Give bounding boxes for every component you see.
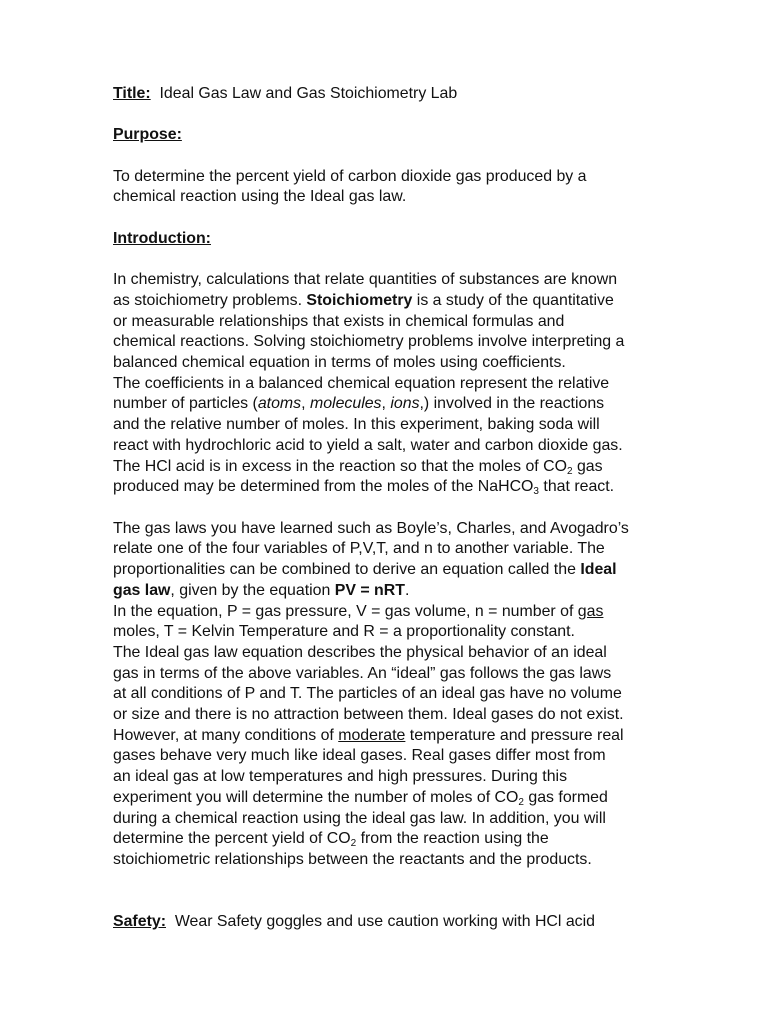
text-line: balanced chemical equation in terms of moles using coefficients.: [113, 354, 566, 372]
text-line: experiment you will determine the number of moles of $CO_2$ gas formed: [113, 788, 608, 808]
text-line: gas law, given by the equation PV = nRT.: [113, 581, 410, 599]
text-line: gases behave very much like ideal gases. Real gases differ most from: [113, 747, 606, 765]
purpose-heading: Purpose:: [113, 126, 182, 144]
text-line: The HCl acid is in excess in the reaction so that the moles of $CO_2$ gas: [113, 457, 603, 477]
text-line: However, at many conditions of moderate temperature and pressure real: [113, 726, 624, 744]
text-line: moles, T = Kelvin Temperature and R = a proportionality constant.: [113, 623, 575, 641]
text-line: gas in terms of the above variables. An “ideal” gas follows the gas laws: [113, 664, 612, 682]
text-line: produced may be determined from the moles of the NaHCO$_3$ that react.: [113, 478, 615, 498]
text-line: In the equation, P = gas pressure, V = gas volume, n = number of gas: [113, 602, 604, 620]
text-line: The Ideal gas law equation describes the physical behavior of an ideal: [113, 643, 607, 661]
ideal-gas-equation: PV = nRT: [334, 581, 405, 599]
safety-label: Safety:: [113, 913, 166, 931]
introduction-paragraph-2: [113, 519, 713, 871]
text-line: The gas laws you have learned such as Boyle’s, Charles, and Avogadro’s: [113, 519, 629, 537]
text-line: during a chemical reaction using the ideal gas law. In addition, you will: [113, 809, 606, 827]
safety-line: [113, 912, 713, 933]
lab-document: [113, 84, 713, 933]
text-line: at all conditions of P and T. The particles of an ideal gas have no volume: [113, 685, 622, 703]
purpose-line: To determine the percent yield of carbon dioxide gas produced by a: [113, 167, 587, 185]
text-line: or measurable relationships that exists in chemical formulas and: [113, 312, 565, 330]
text-line: In chemistry, calculations that relate quantities of substances are known: [113, 271, 618, 289]
text-line: proportionalities can be combined to derive an equation called the Ideal: [113, 561, 617, 579]
text-line: and the relative number of moles. In this experiment, baking soda will: [113, 416, 600, 434]
purpose-line: chemical reaction using the Ideal gas law.: [113, 188, 407, 206]
introduction-paragraph-1: [113, 270, 713, 498]
text-line: number of particles (atoms, molecules, ions,) involved in the reactions: [113, 395, 605, 413]
text-line: relate one of the four variables of P,V,T, and n to another variable. The: [113, 540, 605, 558]
text-line: stoichiometric relationships between the reactants and the products.: [113, 850, 592, 868]
purpose-paragraph: [113, 167, 713, 208]
text-line: an ideal gas at low temperatures and high pressures. During this: [113, 768, 568, 786]
text-line: react with hydrochloric acid to yield a salt, water and carbon dioxide gas.: [113, 436, 623, 454]
text-line: chemical reactions. Solving stoichiometry problems involve interpreting a: [113, 333, 625, 351]
text-line: or size and there is no attraction between them. Ideal gases do not exist.: [113, 706, 624, 724]
text-line: The coefficients in a balanced chemical equation represent the relative: [113, 374, 610, 392]
text-line: determine the percent yield of $CO_2$ from the reaction using the: [113, 830, 549, 850]
introduction-heading: Introduction:: [113, 229, 211, 247]
stoichiometry-term: Stoichiometry: [306, 291, 413, 309]
title-line: [113, 84, 713, 105]
text-line: as stoichiometry problems. Stoichiometry is a study of the quantitative: [113, 291, 614, 309]
title-label: Title:: [113, 85, 151, 102]
title-text: Ideal Gas Law and Gas Stoichiometry Lab: [159, 85, 458, 102]
safety-text: Wear Safety goggles and use caution working with HCl acid: [174, 913, 595, 931]
